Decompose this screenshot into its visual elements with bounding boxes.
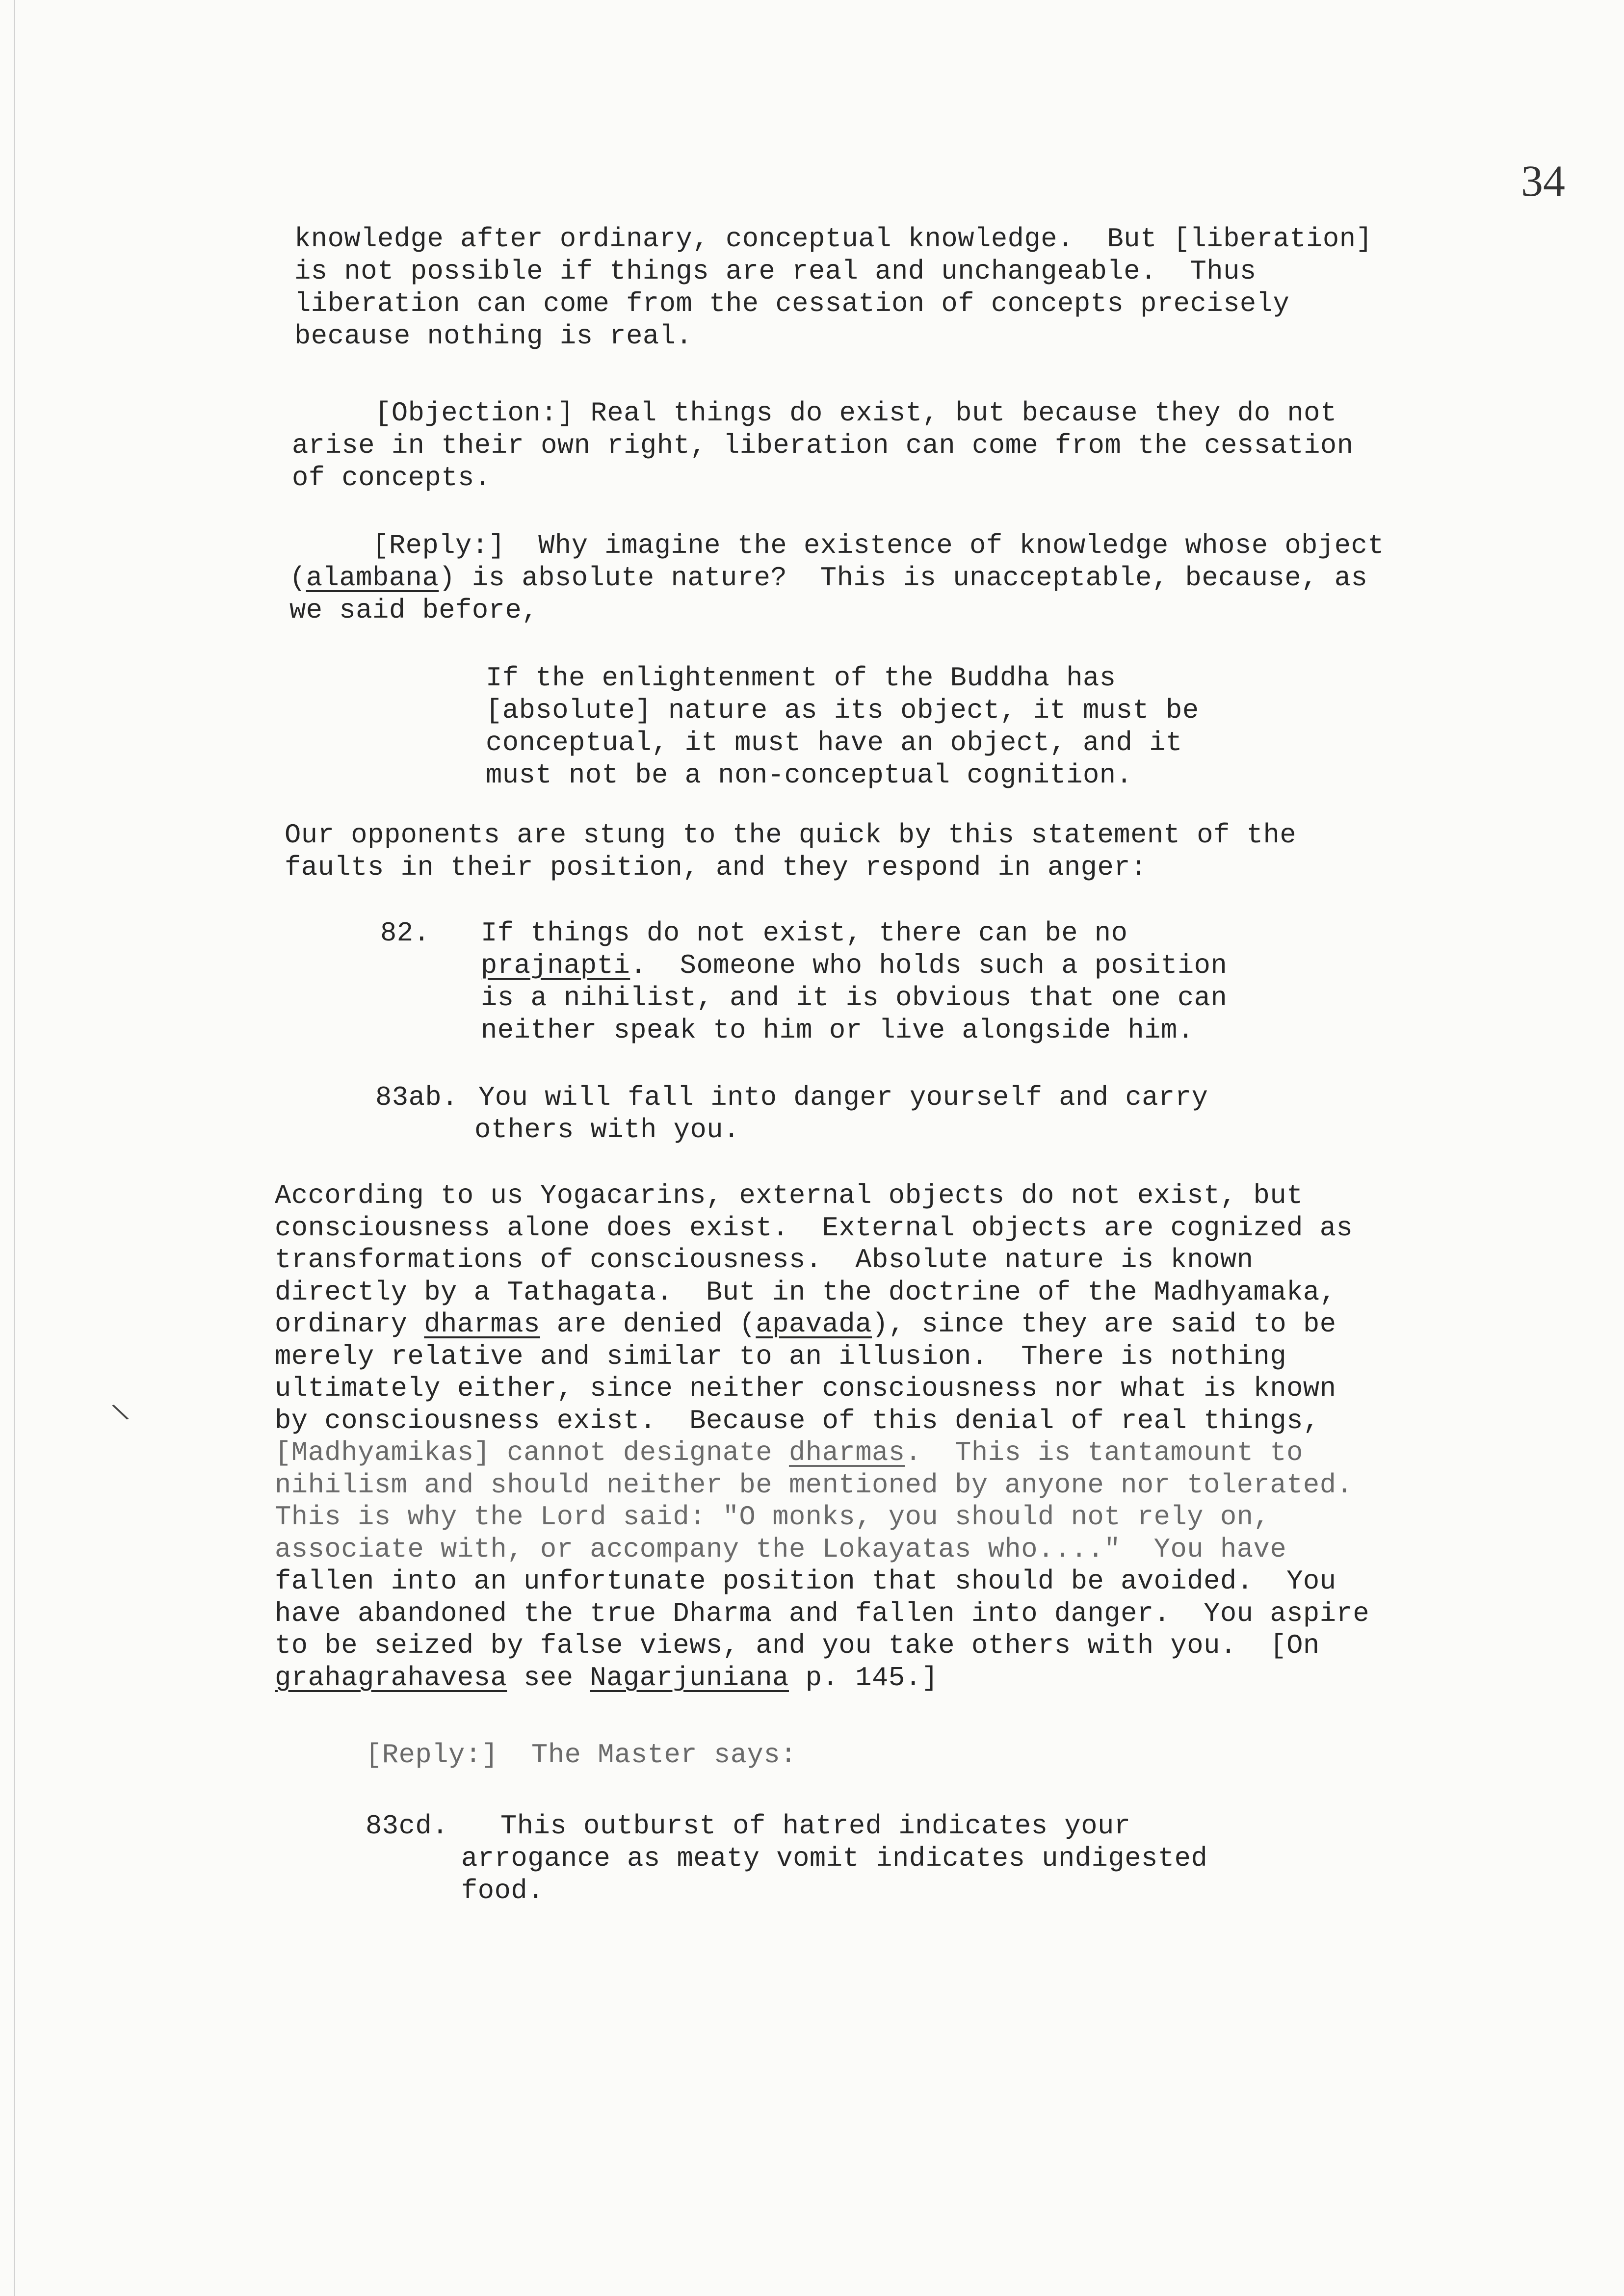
p5-line-3: transformations of consciousness. Absolute nature is known [275,1245,1254,1276]
v83cd-line-3: food. [461,1876,545,1906]
verse-83cd [461,1810,1247,1907]
v83ab-line-1: You will fall into danger yourself and carry [478,1082,1208,1113]
v83cd-line-2: arrogance as meaty vomit indicates undigested [461,1843,1208,1874]
verse-82 [481,917,1227,1047]
p5-line-8: by consciousness exist. Because of this denial of real things, [275,1405,1320,1436]
quote-line-1: If the enlightenment of the Buddha has [486,663,1116,694]
term-grahagrahavesa: grahagrahavesa [275,1662,507,1694]
quote-line-3: conceptual, it must have an object, and it [486,728,1182,758]
v82-line-3: is a nihilist, and it is obvious that one can [481,983,1228,1014]
p1-line-1: knowledge after ordinary, conceptual knowledge. But [liberation] [294,224,1373,255]
quote-line-2: [absolute] nature as its object, it must be [486,695,1199,726]
quote-line-4: must not be a non-conceptual cognition. [486,760,1133,791]
p2-line-1: [Objection:] Real things do exist, but because they do not [292,398,1337,429]
p2-line-2: arise in their own right, liberation can come from the cessation [292,430,1354,461]
p5-line-1: According to us Yogacarins, external objects do not exist, but [275,1180,1303,1211]
p4-line-1: Our opponents are stung to the quick by this statement of the [285,820,1297,851]
verse-82-number: 82. [380,918,430,949]
opponents-paragraph [285,819,1296,884]
v82-line-4: neither speak to him or live alongside him. [481,1015,1194,1046]
term-dharmas-2: dharmas [788,1437,905,1468]
p6-line-1: [Reply:] The Master says: [366,1740,797,1771]
verse-83cd-number: 83cd. [366,1811,449,1842]
master-says [366,1739,797,1772]
paragraph-1 [294,223,1372,353]
v82-line-1: If things do not exist, there can be no [481,918,1128,949]
v83cd-line-1: This outburst of hatred indicates your [500,1811,1131,1842]
v83ab-line-2: others with you. [474,1115,740,1146]
v82-line-2: . Someone who holds such a position [630,950,1228,981]
term-nagarjuniana: Nagarjuniana [590,1662,789,1694]
page-edge [14,0,15,2296]
p3-line-1: [Reply:] Why imagine the existence of knowledge whose object [289,530,1385,561]
verse-83ab [474,1082,1208,1147]
p5-line-10: nihilism and should neither be mentioned by anyone nor tolerated. [275,1469,1353,1501]
commentary-paragraph: According to us Yogacarins, external objects do not exist, but consciousness alone does exist. External objects are cognized as transformations of consciousness. Absolute nature is known directly by a Tathagata. But in the doctrine of the Madhyamaka, ordinary dharmas are denied (apavada), since they are said to be merely relative and similar to an illusion. There is nothing ultimately either, since neither consciousness nor what is known by consciousness exist. Because of this denial of real things, [Madhyamikas] cannot designate dharmas. This is tantamount to nihilism and should neither be mentioned by anyone nor tolerated. This is why the Lord said: "O monks, you should not rely on, associate with, or accompany the Lokayatas who...." You have fallen into an unfortunate position that should be avoided. You have abandoned the true Dharma and fallen into danger. You aspire to be seized by false views, and you take others with you. [On grahagrahavesa see Nagarjuniana p. 145.] [275,1180,1370,1694]
term-alambana: alambana [306,563,439,594]
p5-line-7: ultimately either, since neither consciousness nor what is known [275,1373,1336,1404]
page-number: 34 [1521,157,1565,206]
p1-line-4: because nothing is real. [294,321,693,352]
term-dharmas: dharmas [424,1309,540,1340]
p2-line-3: of concepts. [292,463,491,494]
p4-line-2: faults in their position, and they respond in anger: [285,852,1147,883]
p3-line-2: ) is absolute nature? This is unacceptable, because, as [439,563,1368,594]
p5-line-15: to be seized by false views, and you take others with you. [On [275,1630,1320,1661]
p5-line-11: This is why the Lord said: "O monks, you should not rely on, [275,1502,1270,1533]
p1-line-3: liberation can come from the cessation of concepts precisely [294,288,1290,319]
p5-line-14: have abandoned the true Dharma and fallen into danger. You aspire [275,1598,1370,1629]
verse-83ab-number: 83ab. [375,1082,459,1113]
p1-line-2: is not possible if things are real and unchangeable. Thus [294,256,1257,287]
p3-line-3: we said before, [289,595,539,626]
p5-line-4: directly by a Tathagata. But in the doctrine of the Madhyamaka, [275,1277,1336,1308]
p5-line-12: associate with, or accompany the Lokayatas who...." You have [275,1534,1287,1565]
objection-paragraph [292,397,1354,495]
term-prajnapti: prajnapti [481,950,630,981]
block-quote [486,662,1199,792]
margin-mark: \ [109,1399,133,1431]
p5-line-13: fallen into an unfortunate position that should be avoided. You [275,1566,1336,1597]
p5-line-6: merely relative and similar to an illusion. There is nothing [275,1341,1287,1372]
reply-paragraph: [Reply:] Why imagine the existence of knowledge whose object (alambana) is absolute nature? This is unacceptable, because, as we said before, [289,530,1385,626]
term-apavada: apavada [756,1309,872,1340]
p5-line-2: consciousness alone does exist. External objects are cognized as [275,1212,1353,1244]
